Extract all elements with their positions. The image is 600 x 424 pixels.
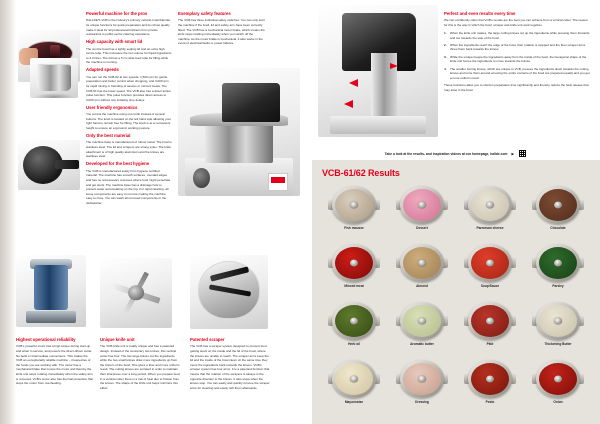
result-label: Minced meat: [344, 284, 364, 288]
safety-arm-detail-photo: [318, 5, 438, 137]
result-cell: [456, 242, 524, 300]
scraper-system-photo: [190, 255, 268, 329]
motor-cylinder-shape: [34, 265, 68, 310]
flow-arrow-icon: [390, 63, 398, 69]
section-heading-adapted-speeds: Adapted speeds: [86, 67, 119, 73]
result-cell: [456, 184, 524, 242]
bowl-centre-hub: [554, 318, 562, 325]
section-body-patented-scraper: The VCB has a scraper system designed to prevent food getting stuck on the inside and the lid of the bowl, where the knives are unable to reach. The scraper arms keep the lid and the inside of the bowl clean. At the same time they move the ingredients back towards the knives. VCB's scraper system has four arms. It is a patented function that means that the rotation of the scrapers is always in the opposite direction to the knives. It also stops when the knives stop. You can easily and quickly remove the scraper arms for cleaning and easily refit them afterwards.: [190, 344, 270, 390]
stainless-bowl-photo: [30, 58, 78, 98]
result-bowl: [399, 358, 445, 400]
result-bowl: [467, 184, 513, 226]
section-body-exemplary-safety: The VCB has three individual safety switches. You can only start the machine if the bowl, lid and safety arm have been correctly fitted. The VCB has a mechanical motor brake, which means the knife stops rotating immediately when you switch off the machine. As the motor brake is mechanical, it also works in the event of electrical faults or power failures.: [178, 18, 265, 46]
result-cell: [388, 184, 456, 242]
bowl-centre-hub: [350, 318, 358, 325]
result-label: Almond: [416, 284, 428, 288]
bowl-centre-hub: [350, 376, 358, 383]
result-cell: [524, 242, 592, 300]
section-body-high-capacity: The six litre bowl has a tightly sealing lid and an extra high centre tube. This increases the net volume for liquid ingredients to 4.3 litres. The lid has a 5 cm wide feed tube for filling while the machine is running.: [86, 46, 172, 65]
result-label: Chocolate: [550, 226, 566, 230]
section-heading-highest-operational-reliability: Highest operational reliability: [16, 337, 76, 342]
left-column-1: [86, 12, 172, 209]
results-grid: [320, 184, 592, 416]
section-body-unique-knife-unit: The VCB knife unit is totally unique and has a patented design. Instead of the customary two knives, this vertical cutter has four. The two large knives cut the ingredients while the two small knives draw more ingredients up from the bottom of the bowl. This gives a finer and more uniform result. The cutting knives are serrated in order to maintain their sharpness over a long period. When you prepare food in a vertical cutter there is a risk of heat due to friction from the knives. The shape of the knife unit helps minimize this effect.: [100, 344, 180, 390]
bowl-centre-hub: [554, 202, 562, 209]
bowl-centre-hub: [350, 260, 358, 267]
knife-hub-shape: [128, 285, 144, 300]
bowl-centre-hub: [350, 202, 358, 209]
bowl-centre-hub: [418, 376, 426, 383]
section-heading-patented-scraper: Patented scraper: [190, 337, 225, 342]
bowl-centre-hub: [486, 318, 494, 325]
result-bowl: [331, 184, 377, 226]
section-body-developed-for-hygiene: The VCB is manufactured solely from hygiene certified material. The machine has smooth surfaces, rounded edges and has no unnecessary recesses where food might penetrate and get stuck. The machine base has a drainage hole to prevent water accumulating on the top. For rapid cleaning, all loose components are easy to remove making the machine easy to rinse. You can wash all removed components in the dishwasher.: [86, 168, 171, 206]
result-bowl: [535, 358, 581, 400]
section-heading-perfect-results: Perfect and even results every time: [444, 11, 516, 16]
section-heading-user-friendly-ergonomics: User friendly ergonomics: [86, 104, 138, 110]
results-panel-title: VCB-61/62 Results: [322, 168, 400, 178]
bottom-section-knife-unit: [100, 338, 180, 394]
bowl-centre-hub: [486, 260, 494, 267]
play-arrow-icon[interactable]: ▶: [511, 151, 515, 156]
machine-brand-badge: [268, 173, 288, 191]
section-body-perfect-results-intro: We can confidently claim that VCB's results are the best you can achieve from a vertical cutter. The reason for this is the way in which the bowl, scraper and knife unit work together.: [444, 18, 588, 27]
bowl-cylinder-shape: [37, 64, 72, 91]
result-cell: [320, 184, 388, 242]
result-bowl: [535, 242, 581, 284]
flow-arrow-icon: [349, 79, 358, 87]
result-label: Dressing: [415, 400, 429, 404]
result-cell: [320, 242, 388, 300]
result-label: Parsley: [552, 284, 564, 288]
bottom-section-reliability: [16, 338, 94, 389]
bottom-section-scraper: [190, 338, 270, 394]
result-bowl: [331, 358, 377, 400]
result-bowl: [331, 242, 377, 284]
result-cell: [388, 242, 456, 300]
bowl-centre-hub: [486, 202, 494, 209]
result-bowl: [535, 300, 581, 342]
result-label: Parmesan cheese: [476, 226, 504, 230]
homepage-video-banner: [312, 148, 600, 159]
section-heading-exemplary-safety: Exemplary safety features: [178, 11, 231, 16]
result-bowl: [467, 242, 513, 284]
bowl-centre-hub: [418, 260, 426, 267]
safety-arm-base-shape: [330, 116, 426, 134]
result-cell: [388, 300, 456, 358]
result-bowl: [331, 300, 377, 342]
section-heading-unique-knife-unit: Unique knife unit: [100, 337, 135, 342]
flow-arrow-icon: [344, 100, 353, 108]
section-heading-high-capacity: High capacity with smart lid: [86, 39, 143, 45]
vcb-machine-photo: [178, 68, 300, 196]
machine-bowl-shape: [205, 119, 273, 163]
results-step-item: When the ingredients reach the edge of the bowl, their rotation is stopped and the floor scraper arms throw them back towards the knives.: [450, 42, 586, 52]
result-label: Soup/Sauce: [480, 284, 500, 288]
section-body-perfect-results-outro: These functions allow you to shorten preparation time significantly and thereby reduce the heat release that may arise in the bowl.: [444, 82, 589, 92]
result-cell: [320, 300, 388, 358]
result-cell: [456, 358, 524, 416]
lid-feed-tube-shape: [50, 45, 60, 56]
result-bowl: [467, 358, 513, 400]
bowl-centre-hub: [418, 318, 426, 325]
results-step-item: When the knife unit rotates, the large cutting knives cut up the ingredients while pressing them forwards and out towards the side of the bowl.: [450, 30, 590, 40]
result-cell: [524, 300, 592, 358]
machine-knob-shape: [193, 168, 210, 188]
page-spine: [0, 0, 16, 424]
result-label: Thickening Butter: [544, 342, 572, 346]
right-column-results-explainer: [444, 12, 592, 96]
result-label: Onion: [553, 400, 563, 404]
banner-text: Take a look at the results- and inspiration videos at our homepage, hallde.com: [384, 151, 508, 156]
result-cell: [524, 184, 592, 242]
section-body-adapted-speeds: You can run the VCB-62 at two speeds; 1,500 rpm for gentle preparation and better control when chopping, and 3,000 rpm for rapid mixing or blending of sauces or minced meats. The VCB-61 has the lower speed. The VCB also has a direct action pulse function. This pulse function provides direct access to 3,000 rpm without any initiating time delays.: [86, 74, 171, 102]
knob-lever-shape: [55, 160, 79, 169]
result-label: Pesto: [485, 400, 495, 404]
motor-foot-shape: [26, 311, 76, 323]
result-bowl: [399, 184, 445, 226]
section-heading-developed-for-hygiene: Developed for the best hygiene: [86, 161, 150, 167]
photo-shadow: [34, 93, 74, 98]
bowl-centre-hub: [418, 202, 426, 209]
result-cell: [524, 358, 592, 416]
results-step-item: The smaller turning knives, which are unique to VCB, presses the ingredients down towards the cutting knives and turns them around ensuring the entire contents of the bowl are prepared equally and you get a more uniform result.: [450, 66, 590, 80]
result-label: Pâté: [486, 342, 494, 346]
section-body-user-friendly-ergonomics: You control the machine using one knob instead of several buttons. The knob is located on the left hand side allowing your right hand to remain free for filling. The knob is at a convenient height to ensure an ergonomic working posture.: [86, 112, 171, 131]
bowl-centre-hub: [486, 376, 494, 383]
section-heading-only-the-best-material: Only the best material: [86, 133, 131, 139]
control-knob-photo: [18, 140, 80, 190]
result-label: Dessert: [416, 226, 428, 230]
bowl-centre-hub: [554, 376, 562, 383]
section-body-only-the-best-material: The machine base is manufactured of robust metal. The bowl is stainless steel. The lid and scrapers are strong sylex. The knife attachment is of high quality aluminium and the knives are stainless steel.: [86, 140, 172, 159]
section-body-highest-operational-reliability: VCB's powerful motor has a high torque during start-up and when in service, and powers the direct-driven cutter. No belts or intermediate connections. This makes the VCB an exceptionally reliable machine – irrespective of the foods you are working with. The motor has a mechanical brake that moves the motor and thereby the knife unit stops rotating immediately when the safety arm is removed. VCB's motor also has thermal protection that stops the motor from overheating.: [16, 344, 93, 386]
qr-code-icon[interactable]: [518, 149, 527, 158]
section-body-powerful-machine: HALLDE'S VCB is the industry's primary vertical cutter/blender. Its unique functions for quick preparation and its robust quality make it ideal for all professional kitchens from private restaurants to public sector catering operations.: [86, 18, 171, 37]
bowl-centre-hub: [554, 260, 562, 267]
result-bowl: [399, 242, 445, 284]
result-bowl: [467, 300, 513, 342]
results-step-item: While the scraper keeps the ingredients away from the inside of the bowl, the hexagonal shape of the knife unit forces the ingredients to move towards the knives.: [450, 54, 587, 64]
results-steps-list: [444, 31, 592, 80]
motor-photo: [16, 255, 86, 327]
result-label: Herb oil: [348, 342, 360, 346]
result-bowl: [535, 184, 581, 226]
section-heading-powerful-machine: Powerful machine for the pros: [86, 11, 148, 16]
result-cell: [388, 358, 456, 416]
left-column-2: [178, 12, 266, 49]
knife-unit-photo: [100, 258, 172, 328]
result-label: Mayonnaise: [344, 400, 364, 404]
machine-motor-head-shape: [222, 83, 281, 121]
result-cell: [320, 358, 388, 416]
result-label: Aromatic butter: [410, 342, 434, 346]
result-bowl: [399, 300, 445, 342]
result-cell: [456, 300, 524, 358]
results-panel: [312, 160, 600, 424]
result-label: Fish mousse: [344, 226, 364, 230]
